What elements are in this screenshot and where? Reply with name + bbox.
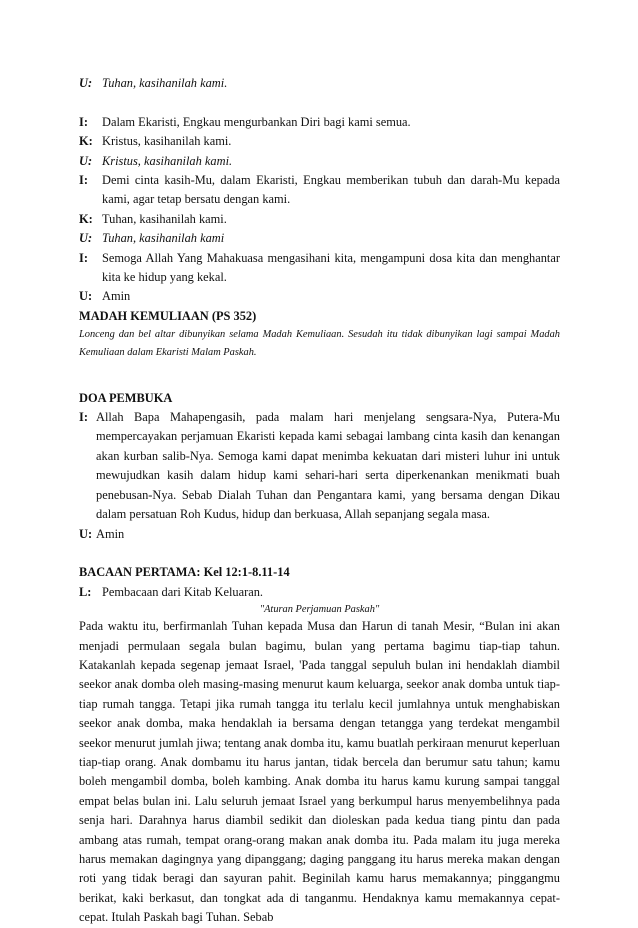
litany-line [79, 171, 560, 210]
litany-line [79, 249, 560, 288]
litany-text: Amin [102, 289, 131, 304]
reading-intro-text: Pembacaan dari Kitab Keluaran. [102, 584, 264, 599]
reading-text: Pada waktu itu, berfirmanlah Tuhan kepada Musa dan Harun di tanah Mesir, “Bulan ini akan menjadi permulaan segala bulan bagimu, bulan yang pertama bagimu tiap-tiap tahun. Katakanlah kepada segenap jemaat Israel, 'Pada tanggal sepuluh bulan ini hendaklah diambil seekor anak domba oleh masing-masing menurut kaum keluarga, seekor anak domba untuk tiap-tiap rumah tangga. Tetapi jika rumah tangga itu terlalu kecil jumlahnya untuk menghabiskan seekor anak domba, maka hendaklah ia bersama dengan tetangga yang terdekat mengambil seekor menurut jumlah jiwa; tentang anak domba itu, kamu buatlah perkiraan menurut keperluan tiap-tiap orang. Anak dombamu itu harus jantan, tidak bercela dan berumur satu tahun; kamu boleh mengambil domba, boleh kambing. Anak domba itu harus kamu kurung sampai tanggal empat belas bulan ini. Lalu seluruh jemaat Israel yang berkumpul harus menyembelihnya pada senja hari. Darahnya harus diambil sedikit dan dioleskan pada kedua tiang pintu dan pada ambang atas rumah, tempat orang-orang makan anak domba itu. Pada malam itu juga mereka harus memakan dagingnya yang dipanggang; daging panggang itu harus mereka makan dengan roti yang tidak beragi dan sayuran pahit. Beginilah kamu harus memakannya; pinggangmu berikat, kaki berkasut, dan tongkat ada di tanganmu. Hendaknya kamu memakannya cepat-cepat. Itulah Paskah bagi Tuhan. Sebab [79, 619, 560, 925]
rubric-text: Lonceng dan bel altar dibunyikan selama Madah Kemuliaan. Sesudah itu tidak dibunyikan lagi sampai Madah Kemuliaan dalam Ekaristi Malam Paskah. [79, 329, 560, 358]
speaker-label: I: [79, 410, 88, 425]
spacer [79, 544, 560, 563]
litany-line [79, 113, 560, 132]
reading-subtitle: "Aturan Perjamuan Paskah" [259, 604, 380, 616]
speaker-label: K: [79, 134, 93, 149]
response-text: Amin [96, 526, 125, 541]
prayer-paragraph [79, 408, 560, 524]
speaker-label: U: [79, 526, 93, 541]
litany-line [79, 152, 560, 171]
response-text: Tuhan, kasihanilah kami. [102, 76, 228, 90]
speaker-label: U: [79, 153, 93, 168]
speaker-label: U: [79, 231, 93, 246]
speaker-label: I: [79, 250, 88, 265]
litany-text: Tuhan, kasihanilah kami [102, 231, 225, 246]
intro-response [79, 74, 560, 93]
spacer [79, 361, 560, 369]
litany-text: Demi cinta kasih-Mu, dalam Ekaristi, Engkau memberikan tubuh dan darah-Mu kepada kami, agar tetap bersatu dengan kami. [102, 173, 560, 207]
litany-line [79, 210, 560, 229]
litany-line [79, 229, 560, 248]
litany-line [79, 287, 560, 306]
reading-intro [79, 583, 560, 602]
speaker-label: U: [79, 289, 93, 304]
litany-text: Kristus, kasihanilah kami. [102, 153, 233, 168]
litany-text: Tuhan, kasihanilah kami. [102, 211, 227, 226]
section-title-bacaan: BACAAN PERTAMA: Kel 12:1-8.11-14 [79, 565, 290, 580]
section-title-madah: MADAH KEMULIAAN (PS 352) [79, 308, 257, 323]
litany-text: Dalam Ekaristi, Engkau mengurbankan Diri bagi kami semua. [102, 114, 411, 129]
spacer [79, 93, 560, 112]
spacer [79, 369, 560, 388]
litany-line [79, 132, 560, 151]
speaker-label: U: [79, 76, 93, 90]
prayer-response [79, 525, 560, 544]
speaker-label: I: [79, 173, 88, 188]
litany-text: Semoga Allah Yang Mahakuasa mengasihani kita, mengampuni dosa kita dan menghantar kita ke hidup yang kekal. [102, 250, 560, 285]
speaker-label: L: [79, 584, 92, 599]
speaker-label: K: [79, 211, 93, 226]
section-title-doa: DOA PEMBUKA [79, 390, 173, 405]
litany-text: Kristus, kasihanilah kami. [102, 134, 232, 149]
prayer-text: Allah Bapa Mahapengasih, pada malam hari menjelang sengsara-Nya, Putera-Mu mempercayakan perjamuan Ekaristi kepada kami sebagai lambang cinta kasih dan kenangan akan kurban salib-Nya. Semoga kami dapat menimba kekuatan dari misteri luhur ini untuk mewujudkan kasih dalam hidup kami sehari-hari serta diperkenankan menikmati buah penebusan-Nya. Sebab Dialah Tuhan dan Pengantara kami, yang bersama dengan Dikau dalam persatuan Roh Kudus, hidup dan berkuasa, Allah sepanjang segala masa. [96, 410, 560, 522]
document-page [79, 74, 560, 928]
speaker-label: I: [79, 114, 88, 129]
